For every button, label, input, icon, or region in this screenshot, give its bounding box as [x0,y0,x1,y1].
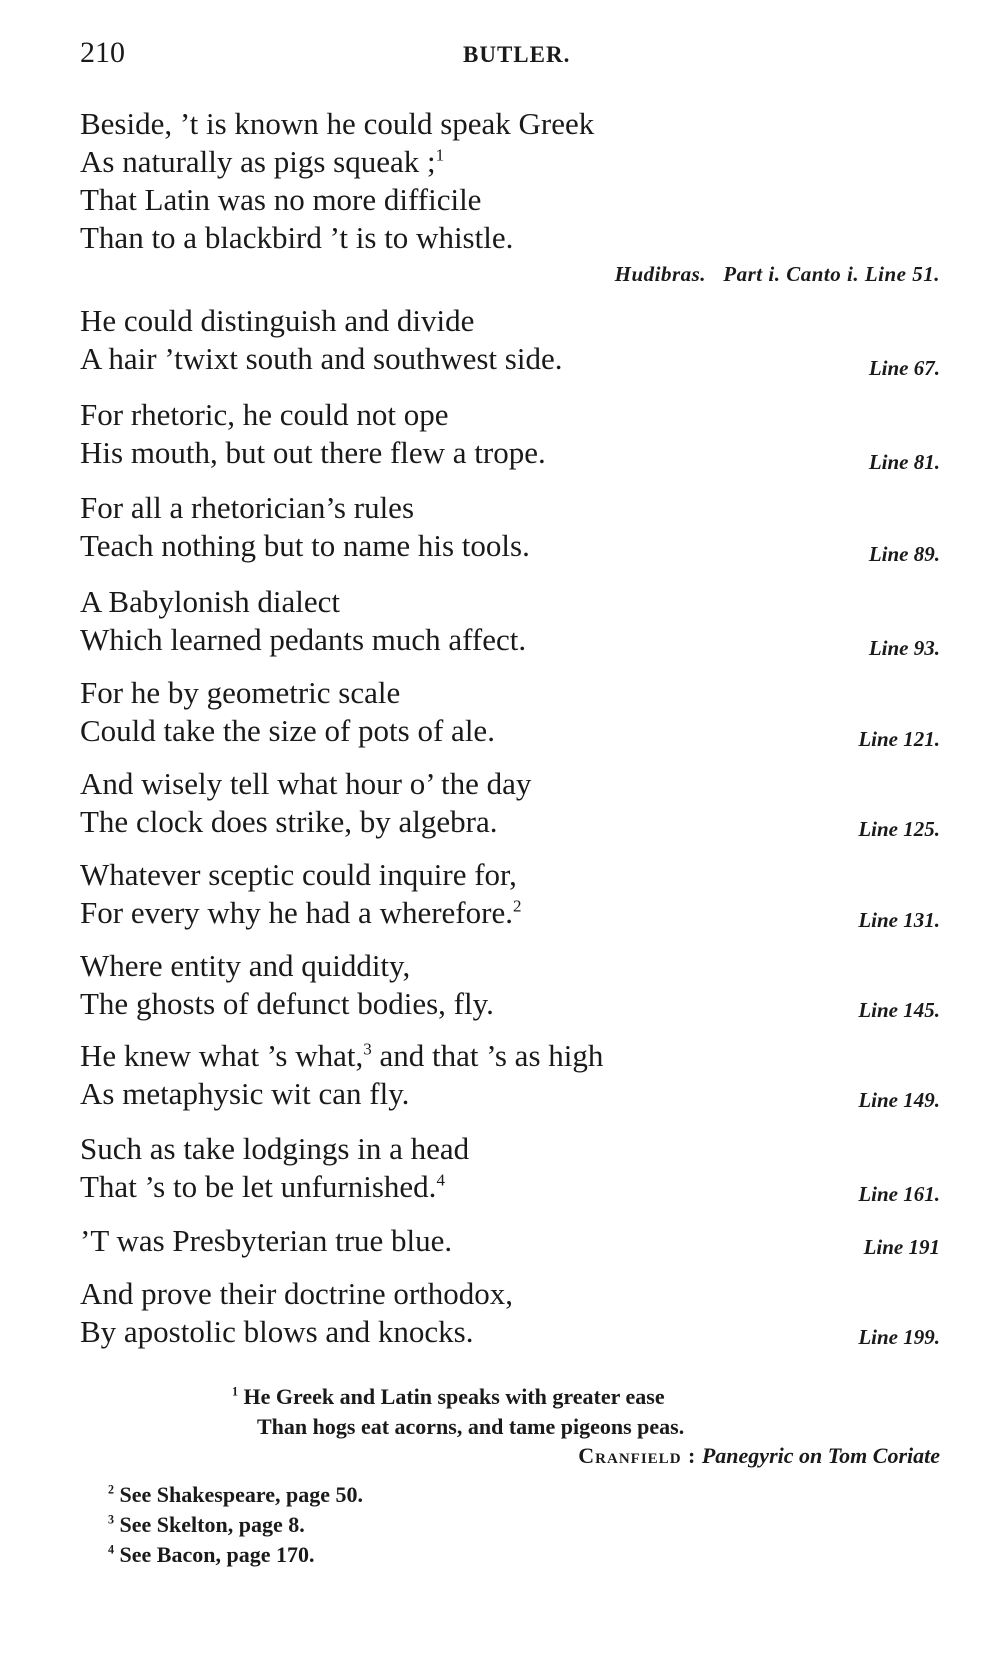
line-reference: Line 145. [858,998,940,1022]
verse-line: His mouth, but out there flew a trope. [80,435,546,470]
verse-line: Which learned pedants much affect. [80,622,527,657]
footnote-mark: 2 [512,896,522,916]
footnote-1-line-2: Than hogs eat acorns, and tame pigeons peas. [257,1414,685,1439]
verse-line: For all a rhetorician’s rules [80,490,415,525]
line-reference: Line 89. [868,542,940,566]
verse-line: That ’s to be let unfurnished.$^4$ [80,1169,445,1204]
verse-line: As metaphysic wit can fly. [80,1076,410,1111]
line-reference: Line 93. [868,636,940,660]
line-reference: Line 121. [858,727,940,751]
verse-line: A hair ’twixt south and southwest side. [80,341,563,376]
line-reference: Line 131. [858,908,940,932]
verse-line: The clock does strike, by algebra. [80,804,498,839]
verse-line: He could distinguish and divide [80,303,475,338]
verse-line: ’T was Presbyterian true blue. [80,1223,453,1258]
footnote-mark: 4 [436,1170,445,1190]
footnote-2: $^2$ See Shakespeare, page 50. [108,1482,363,1507]
verse-line: A Babylonish dialect [80,584,341,619]
footnote-4: $^4$ See Bacon, page 170. [108,1542,315,1567]
verse-line: And wisely tell what hour o’ the day [80,766,532,801]
verse-line: Whatever sceptic could inquire for, [80,857,517,892]
verse-line: As naturally as pigs squeak ;$^1$ [80,144,445,179]
verse-line: Than to a blackbird ’t is to whistle. [80,220,514,255]
verse-line: Where entity and quiddity, [80,948,411,983]
line-reference: Line 67. [868,356,940,380]
verse-line: Beside, ’t is known he could speak Greek [80,106,595,141]
verse-line: For rhetoric, he could not ope [80,397,449,432]
footnote-mark: 3 [363,1039,372,1059]
footnote-mark: 1 [435,145,445,165]
line-reference: Line 199. [858,1325,940,1349]
line-reference: Line 191 [863,1235,940,1259]
verse-line: Could take the size of pots of ale. [80,713,495,748]
verse-line: He knew what ’s what,$^3$ and that ’s as high [80,1038,604,1073]
line-reference: Line 125. [858,817,940,841]
footnote-1-line-1: $^1$ He Greek and Latin speaks with greater ease [232,1384,665,1409]
verse-line: That Latin was no more difficile [80,182,482,217]
verse-line: And prove their doctrine orthodox, [80,1276,514,1311]
footnote-3: $^3$ See Skelton, page 8. [108,1512,305,1537]
verse-line: For every why he had a wherefore.$^2$ [80,895,522,930]
page-title: BUTLER. [463,42,571,67]
verse-line: By apostolic blows and knocks. [80,1314,474,1349]
page-number: 210 [80,36,125,69]
line-reference: Line 161. [858,1182,940,1206]
verse-line: Such as take lodgings in a head [80,1131,470,1166]
footnote-1-attribution: Cranfield : Panegyric on Tom Coriate [578,1443,940,1468]
verse-line: For he by geometric scale [80,675,401,710]
line-reference: Line 149. [858,1088,940,1112]
verse-line: The ghosts of defunct bodies, fly. [80,986,494,1021]
verse-line: Teach nothing but to name his tools. [80,528,530,563]
line-reference: Line 81. [868,450,940,474]
source-citation: Hudibras. Part i. Canto i. Line 51. [614,262,940,286]
